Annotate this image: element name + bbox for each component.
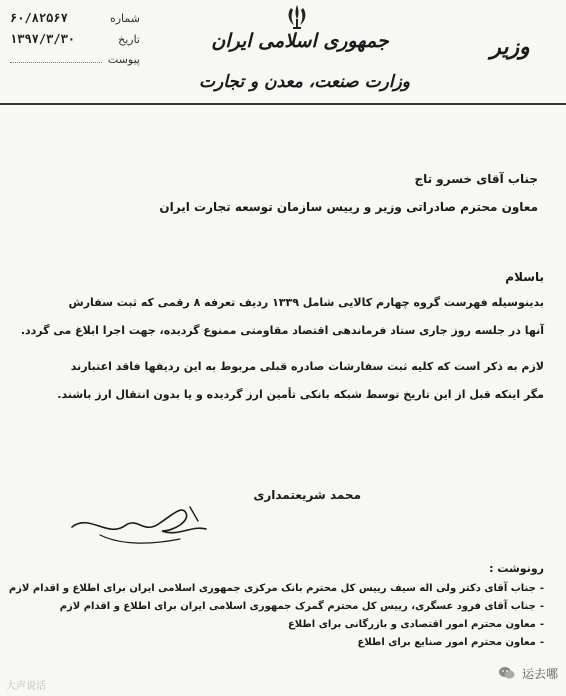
cc-item: -جناب آقای فرود عسگری، رییس کل محترم گمرک جمهوری اسلامی ایران برای اطلاع و اقدام لازم	[59, 601, 544, 612]
republic-title: جمهوری اسلامی ایران	[211, 30, 389, 52]
date-row	[10, 29, 140, 50]
body-line: مگر اینکه قبل از این تاریخ توسط شبکه بانکی تأمین ارز گردیده و یا بدون انتقال ارز باشند.	[57, 388, 544, 401]
body-line: آنها در جلسه روز جاری ستاد فرماندهی اقتصاد مقاومتی ممنوع گردیده، جهت اجرا ابلاغ می گردد.	[20, 324, 544, 337]
addressee-name: جناب آقای خسرو تاج	[414, 172, 538, 186]
cc-list	[9, 580, 544, 652]
wechat-icon	[498, 664, 516, 682]
watermark-right	[498, 664, 558, 682]
cc-label: رونوشت :	[489, 562, 544, 575]
reference-number-row	[10, 8, 140, 29]
handwritten-signature	[60, 495, 230, 555]
body-line: لازم به ذکر است که کلیه ثبت سفارشات صادره قبلی مربوط به این ردیفها فاقد اعتبارند	[70, 360, 544, 373]
ministry-title: وزارت صنعت، معدن و تجارت	[199, 72, 410, 92]
cc-item: -معاون محترم امور صنایع برای اطلاع	[357, 637, 544, 648]
attachment-blank	[10, 52, 102, 63]
body-line: بدینوسیله فهرست گروه چهارم کالایی شامل ۱۳۳۹ ردیف تعرفه ۸ رقمی که ثبت سفارش	[68, 296, 544, 309]
header-divider	[0, 103, 566, 105]
date-value: ۱۳۹۷/۳/۳۰	[10, 32, 76, 46]
cc-item: -جناب آقای دکتر ولی اله سیف رییس کل محترم بانک مرکزی جمهوری اسلامی ایران برای اطلاع و اقدام لازم	[8, 583, 544, 594]
date-label: تاریخ	[118, 33, 140, 46]
attachment-label: پیوست	[107, 53, 140, 66]
greeting: باسلام	[505, 270, 544, 284]
watermark-left: 大声说话	[6, 681, 46, 692]
attachment-row	[10, 50, 140, 70]
reference-number: ۶۰/۸۲۵۶۷	[10, 11, 68, 25]
minister-title: وزیر	[490, 34, 530, 60]
watermark-right-text: 运去哪	[521, 666, 558, 681]
reference-block	[10, 8, 140, 70]
iran-emblem-icon	[282, 2, 312, 32]
signer-name: محمد شریعتمداری	[253, 488, 361, 502]
cc-item: -معاون محترم امور اقتصادی و بازرگانی برای اطلاع	[287, 619, 544, 630]
reference-number-label: شماره	[109, 12, 140, 25]
addressee-title: معاون محترم صادراتی وزیر و رییس سازمان توسعه تجارت ایران	[159, 200, 538, 214]
